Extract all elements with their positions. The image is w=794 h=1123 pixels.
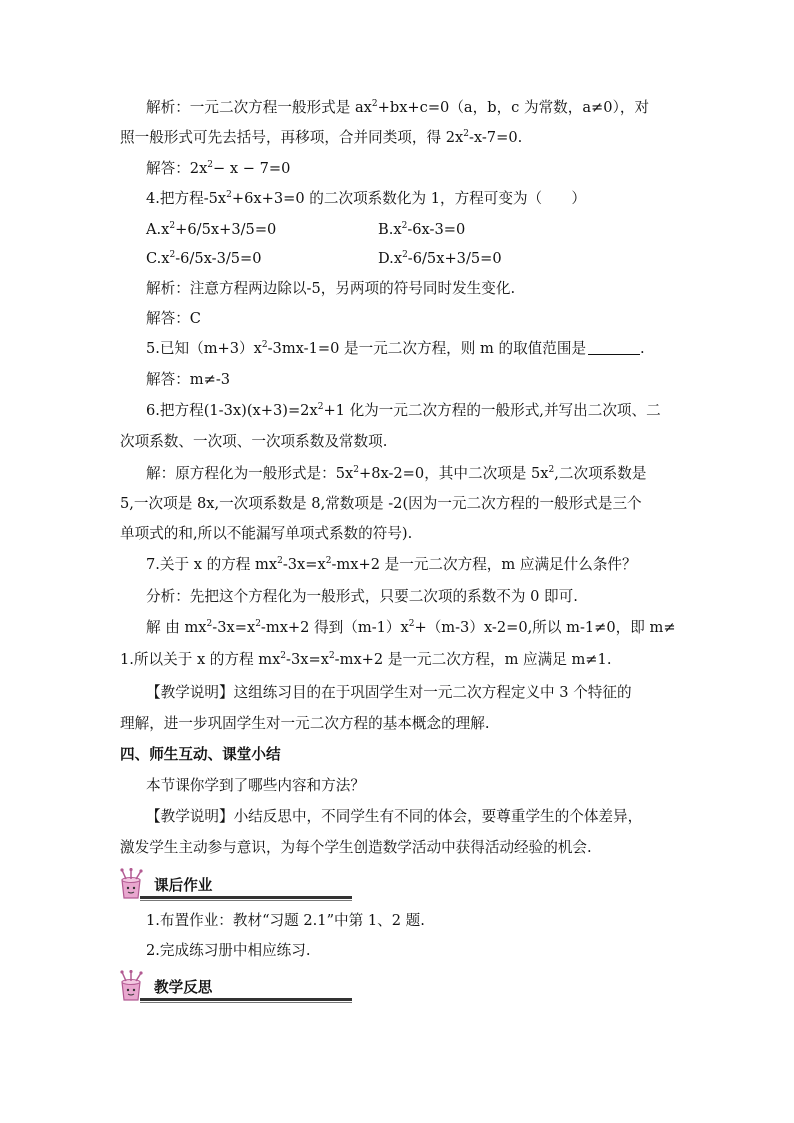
solution-6-line-2: 5,一次项是 8x,一次项系数是 8,常数项是 -2(因为一元二次方程的一般形式是三个 <box>120 495 642 512</box>
summary-question: 本节课你学到了哪些内容和方法？ <box>146 777 365 794</box>
homework-item-2: 2.完成练习册中相应练习. <box>146 942 311 959</box>
question-6-line-2: 次项系数、一次项、一次项系数及常数项. <box>120 433 388 450</box>
option-a: $A.x^2+6/5x+3/5=0$ <box>146 221 277 238</box>
analysis-line-2: 照一般形式可先去括号，再移项，合并同类项，得 $2x^2-x-7=0$. <box>120 129 523 146</box>
solution-6-line-1: 解：原方程化为一般形式是：$5x^2+8x-2=0$，其中二次项是 $5x^2$,二次项系数是 <box>146 465 647 482</box>
answer-line-3: 解答：$2x^2- x - 7=0$ <box>146 160 291 177</box>
question-4: 4.把方程$-5x^2+6x+3=0$ 的二次项系数化为 1，方程可变为（ ） <box>146 190 586 207</box>
badge-underline <box>140 896 352 899</box>
badge-underline-thin <box>140 900 352 901</box>
analysis-q7: 分析：先把这个方程化为一般形式，只要二次项的系数不为 0 即可. <box>146 588 578 605</box>
teaching-note-2-line-2: 激发学生主动参与意识，为每个学生创造数学活动中获得活动经验的机会. <box>120 839 592 856</box>
question-5: 5.已知$(m+3)x^2-3mx-1=0$ 是一元二次方程，则 m 的取值范围是 . <box>146 340 645 357</box>
solution-7-line-1: 解 由 $mx^2-3x=x^2-mx+2$ 得到$(m-1)x^2+(m-3)x-2=0$,所以 m-1≠0，即 m≠ <box>146 619 676 636</box>
answer-blank <box>588 340 640 355</box>
question-6-line-1: 6.把方程$(1-3x)(x+3)=2x^2+1$ 化为一元二次方程的一般形式,并写出二次项、二 <box>146 402 661 419</box>
section-heading-4: 四、师生互动、课堂小结 <box>120 746 281 763</box>
teaching-note-1-line-2: 理解，进一步巩固学生对一元二次方程的基本概念的理解. <box>120 715 490 732</box>
teaching-note-2-line-1: 【教学说明】小结反思中，不同学生有不同的体会，要尊重学生的个体差异， <box>146 808 643 825</box>
answer-q5: 解答：m≠-3 <box>146 371 231 388</box>
reflection-badge-label: 教学反思 <box>154 979 213 996</box>
badge-underline-thin <box>140 1002 352 1003</box>
option-b: $B.x^2-6x-3=0$ <box>378 221 466 238</box>
option-d: $D.x^2-6/5x+3/5=0$ <box>378 250 502 267</box>
teaching-note-1-line-1: 【教学说明】这组练习目的在于巩固学生对一元二次方程定义中 3 个特征的 <box>146 684 632 701</box>
solution-6-line-3: 单项式的和,所以不能漏写单项式系数的符号). <box>120 525 413 542</box>
answer-q4: 解答：C <box>146 310 201 327</box>
analysis-q4: 解析：注意方程两边除以-5，另两项的符号同时发生变化. <box>146 280 516 297</box>
solution-7-line-2: 1.所以关于 x 的方程 $mx^2-3x=x^2-mx+2$ 是一元二次方程，m 应满足 m≠1. <box>120 651 612 668</box>
question-7: 7.关于 x 的方程 $mx^2-3x=x^2-mx+2$ 是一元二次方程，m 应满足什么条件？ <box>146 556 637 573</box>
homework-badge-label: 课后作业 <box>154 877 213 894</box>
option-c: $C.x^2-6/5x-3/5=0$ <box>146 250 262 267</box>
homework-item-1: 1.布置作业：教材“习题 2.1”中第 1、2 题. <box>146 912 425 929</box>
analysis-line-1: 解析：一元二次方程一般形式是 $ax^2+bx+c=0(a$，b，c 为常数，a≠0），对 <box>146 99 650 116</box>
badge-underline <box>140 998 352 1001</box>
